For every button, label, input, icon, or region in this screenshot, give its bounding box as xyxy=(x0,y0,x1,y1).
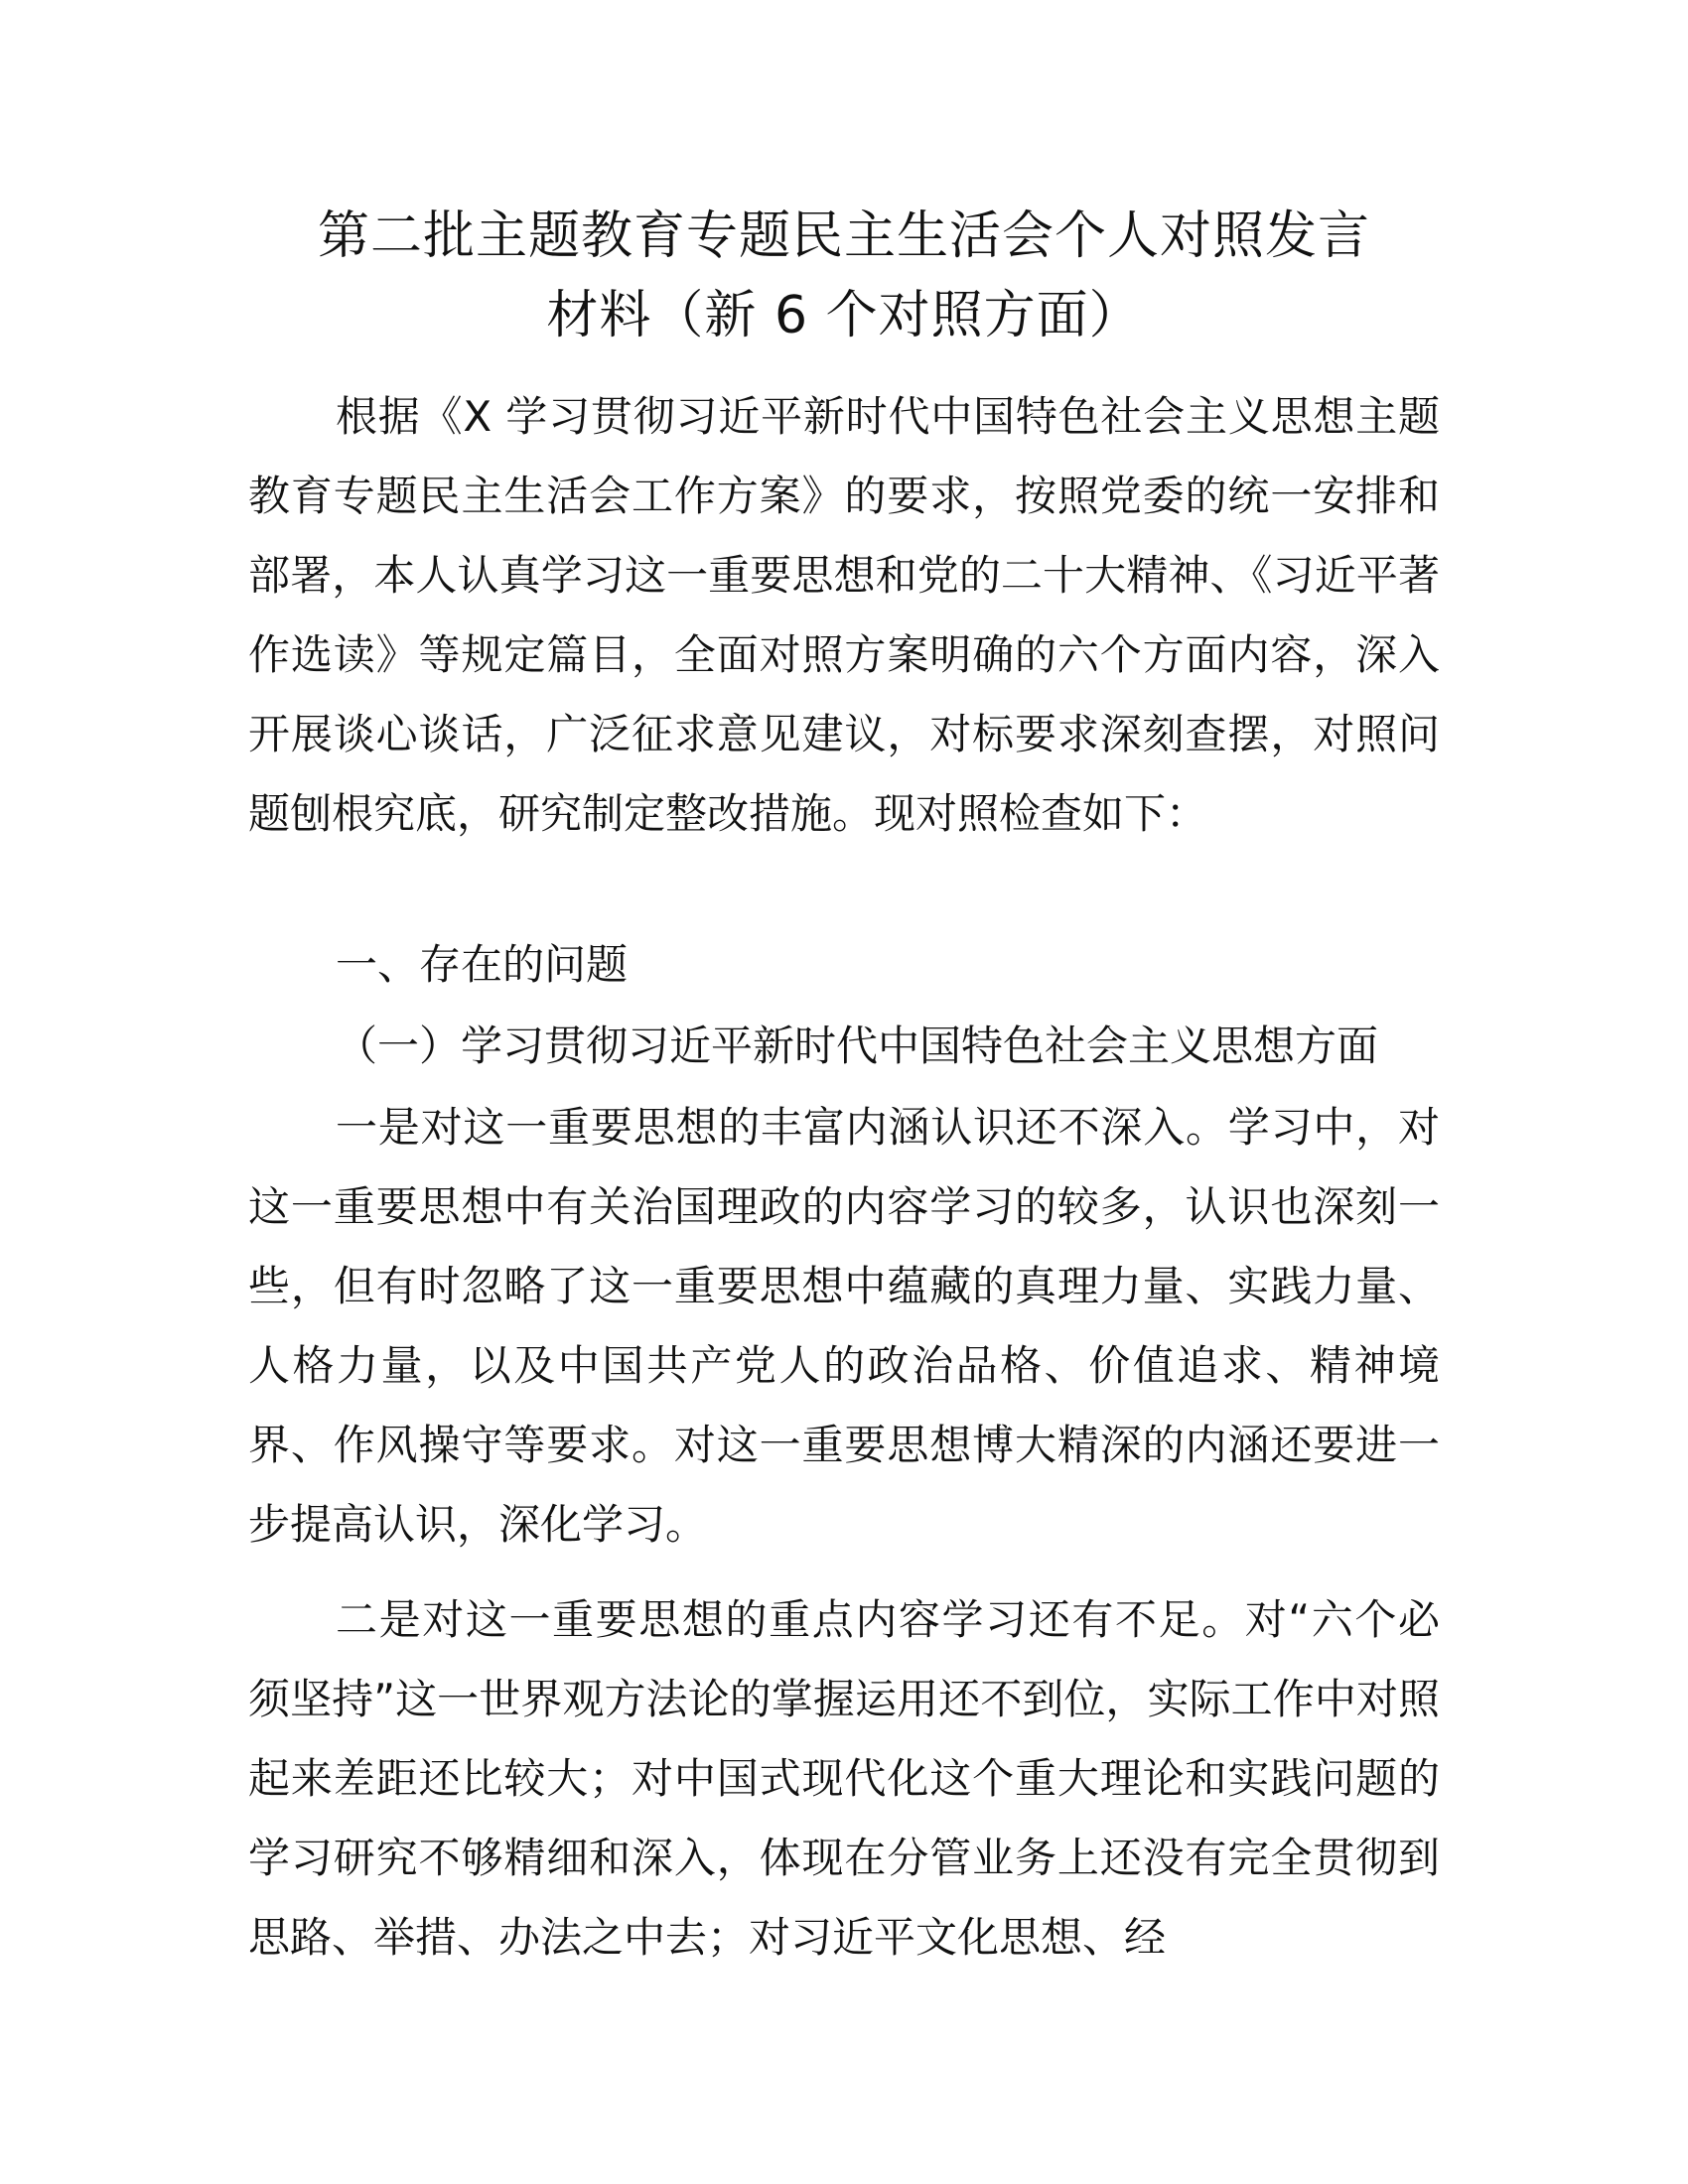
intro-paragraph: 根据《X 学习贯彻习近平新时代中国特色社会主义思想主题教育专题民主生活会工作方案》的要求，按照党委的统一安排和部署，本人认真学习这一重要思想和党的二十大精神、《习近平著作选读》等规定篇目，全面对照方案明确的六个方面内容，深入开展谈心谈话，广泛征求意见建议，对标要求深刻查摆，对照问题刨根究底，研究制定整改措施。现对照检查如下： xyxy=(248,392,1440,838)
document-title xyxy=(228,197,1460,355)
title-line-2: 材料（新 6 个对照方面） xyxy=(546,286,1142,345)
subsection-heading: （一）学习贯彻习近平新时代中国特色社会主义思想方面 xyxy=(336,1022,1379,1070)
section-heading: 一、存在的问题 xyxy=(336,940,629,989)
title-line-1: 第二批主题教育专题民主生活会个人对照发言 xyxy=(317,206,1370,266)
paragraph-point-one: 一是对这一重要思想的丰富内涵认识还不深入。学习中，对这一重要思想中有关治国理政的内容学习的较多，认识也深刻一些，但有时忽略了这一重要思想中蕴藏的真理力量、实践力量、人格力量，以及中国共产党人的政治品格、价值追求、精神境界、作风操守等要求。对这一重要思想博大精深的内涵还要进一步提高认识，深化学习。 xyxy=(248,1103,1440,1549)
paragraph-point-two: 二是对这一重要思想的重点内容学习还有不足。对“六个必须坚持”这一世界观方法论的掌握运用还不到位，实际工作中对照起来差距还比较大；对中国式现代化这个重大理论和实践问题的学习研究不够精细和深入，体现在分管业务上还没有完全贯彻到思路、举措、办法之中去；对习近平文化思想、经 xyxy=(248,1595,1440,1962)
